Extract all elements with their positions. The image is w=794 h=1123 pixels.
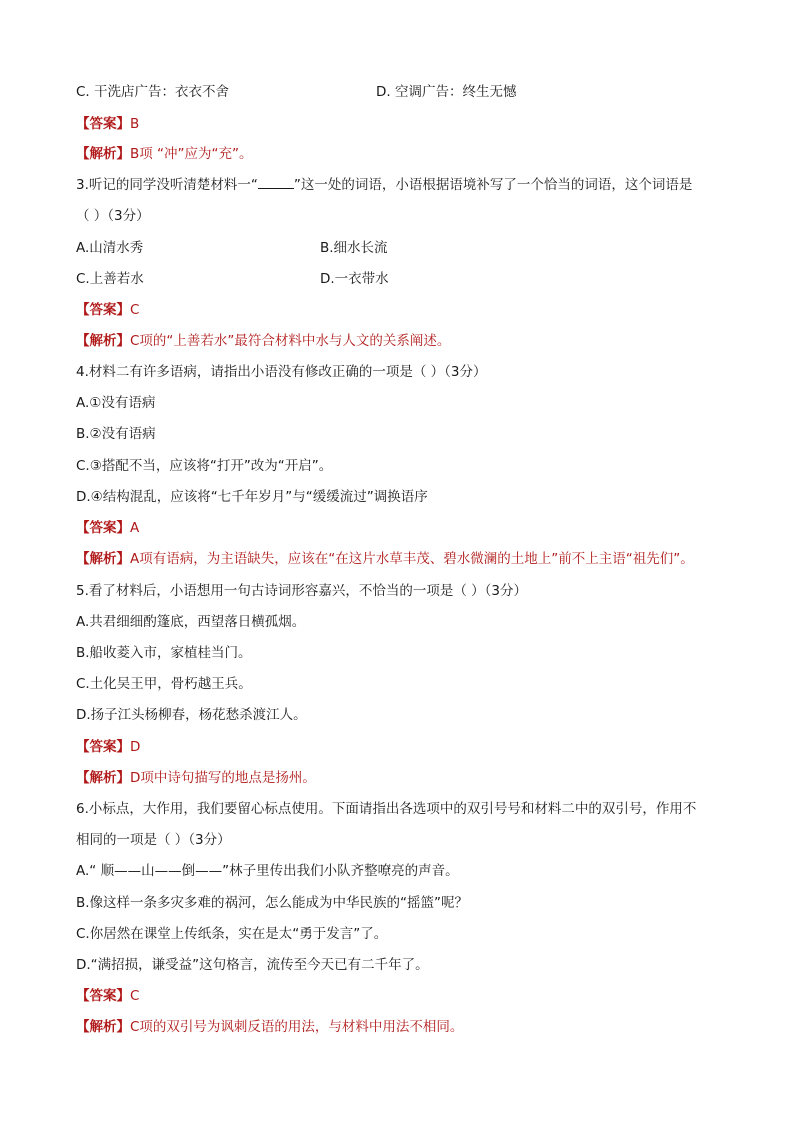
answer-tag: 【答案】 [76,520,130,536]
q3-stem [76,175,734,195]
q3-options-row2 [76,269,734,289]
q6-option-b: B.像这样一条多灾多难的祸河，怎么能成为中华民族的“摇篮”呢？ [76,895,469,911]
q2-answer [76,114,734,134]
q5-option-b: B.船收菱入市，家植桂当门。 [76,645,252,661]
q6-answer [76,986,734,1006]
q2-analysis [76,144,734,164]
analysis-text: C项的双引号为讽刺反语的用法，与材料中用法不相同。 [130,1019,464,1035]
q4-option-c: C.③搭配不当，应该将“打开”改为“开启”。 [76,458,333,474]
q3-analysis [76,331,734,351]
q4-option-b: B.②没有语病 [76,426,156,442]
q3-option-b: B.细水长流 [320,240,388,256]
analysis-tag: 【解析】 [76,770,130,786]
answer-tag: 【答案】 [76,739,130,755]
q5-analysis [76,768,734,788]
analysis-text: A项有语病，为主语缺失，应该在“在这片水草丰茂、碧水微澜的土地上”前不上主语“祖先们”。 [130,551,694,567]
q6-option-a: A.“ 顺——山——倒——”林子里传出我们小队齐整嘹亮的声音。 [76,863,459,879]
q2-options-row [76,82,734,102]
analysis-tag: 【解析】 [76,551,130,567]
q6-option-d: D.“满招损，谦受益”这句格言，流传至今天已有二千年了。 [76,957,429,973]
q4-answer [76,518,734,538]
q4-stem: 4.材料二有许多语病，请指出小语没有修改正确的一项是（ ）（3分） [76,364,487,380]
q6-analysis [76,1017,734,1037]
answer-tag: 【答案】 [76,302,130,318]
q6-stem: 6.小标点，大作用，我们要留心标点使用。下面请指出各选项中的双引号号和材料二中的双引号，作用不 [76,801,697,817]
q5-option-c: C.土化吴王甲，骨朽越王兵。 [76,676,252,692]
q3-option-d: D.一衣带水 [320,271,389,287]
answer-value: B [130,116,140,132]
analysis-text: B项 “冲”应为“充”。 [130,146,253,162]
analysis-text: C项的“上善若水”最符合材料中水与人文的关系阐述。 [130,333,451,349]
q3-answer [76,300,734,320]
q4-option-d: D.④结构混乱，应该将“七千年岁月”与“缓缓流过”调换语序 [76,489,428,505]
q3-stem-cont: （ ）（3分） [76,208,150,224]
q2-option-d: D. 空调广告：终生无憾 [376,84,517,100]
q3-stem-part1: 3.听记的同学没听清楚材料一“ [76,177,258,193]
q3-options-row1 [76,238,734,258]
answer-value: A [130,520,140,536]
q6-stem-cont: 相同的一项是（ ）（3分） [76,832,231,848]
q3-option-a: A.山清水秀 [76,240,144,256]
answer-value: D [130,739,141,755]
analysis-tag: 【解析】 [76,146,130,162]
answer-tag: 【答案】 [76,116,130,132]
q6-option-c: C.你居然在课堂上传纸条，实在是太“勇于发言”了。 [76,926,388,942]
q5-answer [76,737,734,757]
analysis-tag: 【解析】 [76,333,130,349]
q4-analysis [76,549,734,569]
fill-blank [258,175,294,189]
q5-option-d: D.扬子江头杨柳春，杨花愁杀渡江人。 [76,707,307,723]
answer-value: C [130,302,140,318]
analysis-tag: 【解析】 [76,1019,130,1035]
q5-option-a: A.共君细细酌篷底，西望落日横孤烟。 [76,614,306,630]
q3-option-c: C.上善若水 [76,271,144,287]
q2-option-c: C. 干洗店广告：衣衣不舍 [76,84,230,100]
analysis-text: D项中诗句描写的地点是扬州。 [130,770,316,786]
q4-option-a: A.①没有语病 [76,395,156,411]
q5-stem: 5.看了材料后，小语想用一句古诗词形容嘉兴，不恰当的一项是（ ）（3分） [76,583,528,599]
q3-stem-part2: ”这一处的词语，小语根据语境补写了一个恰当的词语，这个词语是 [293,177,693,193]
answer-value: C [130,988,140,1004]
answer-tag: 【答案】 [76,988,130,1004]
